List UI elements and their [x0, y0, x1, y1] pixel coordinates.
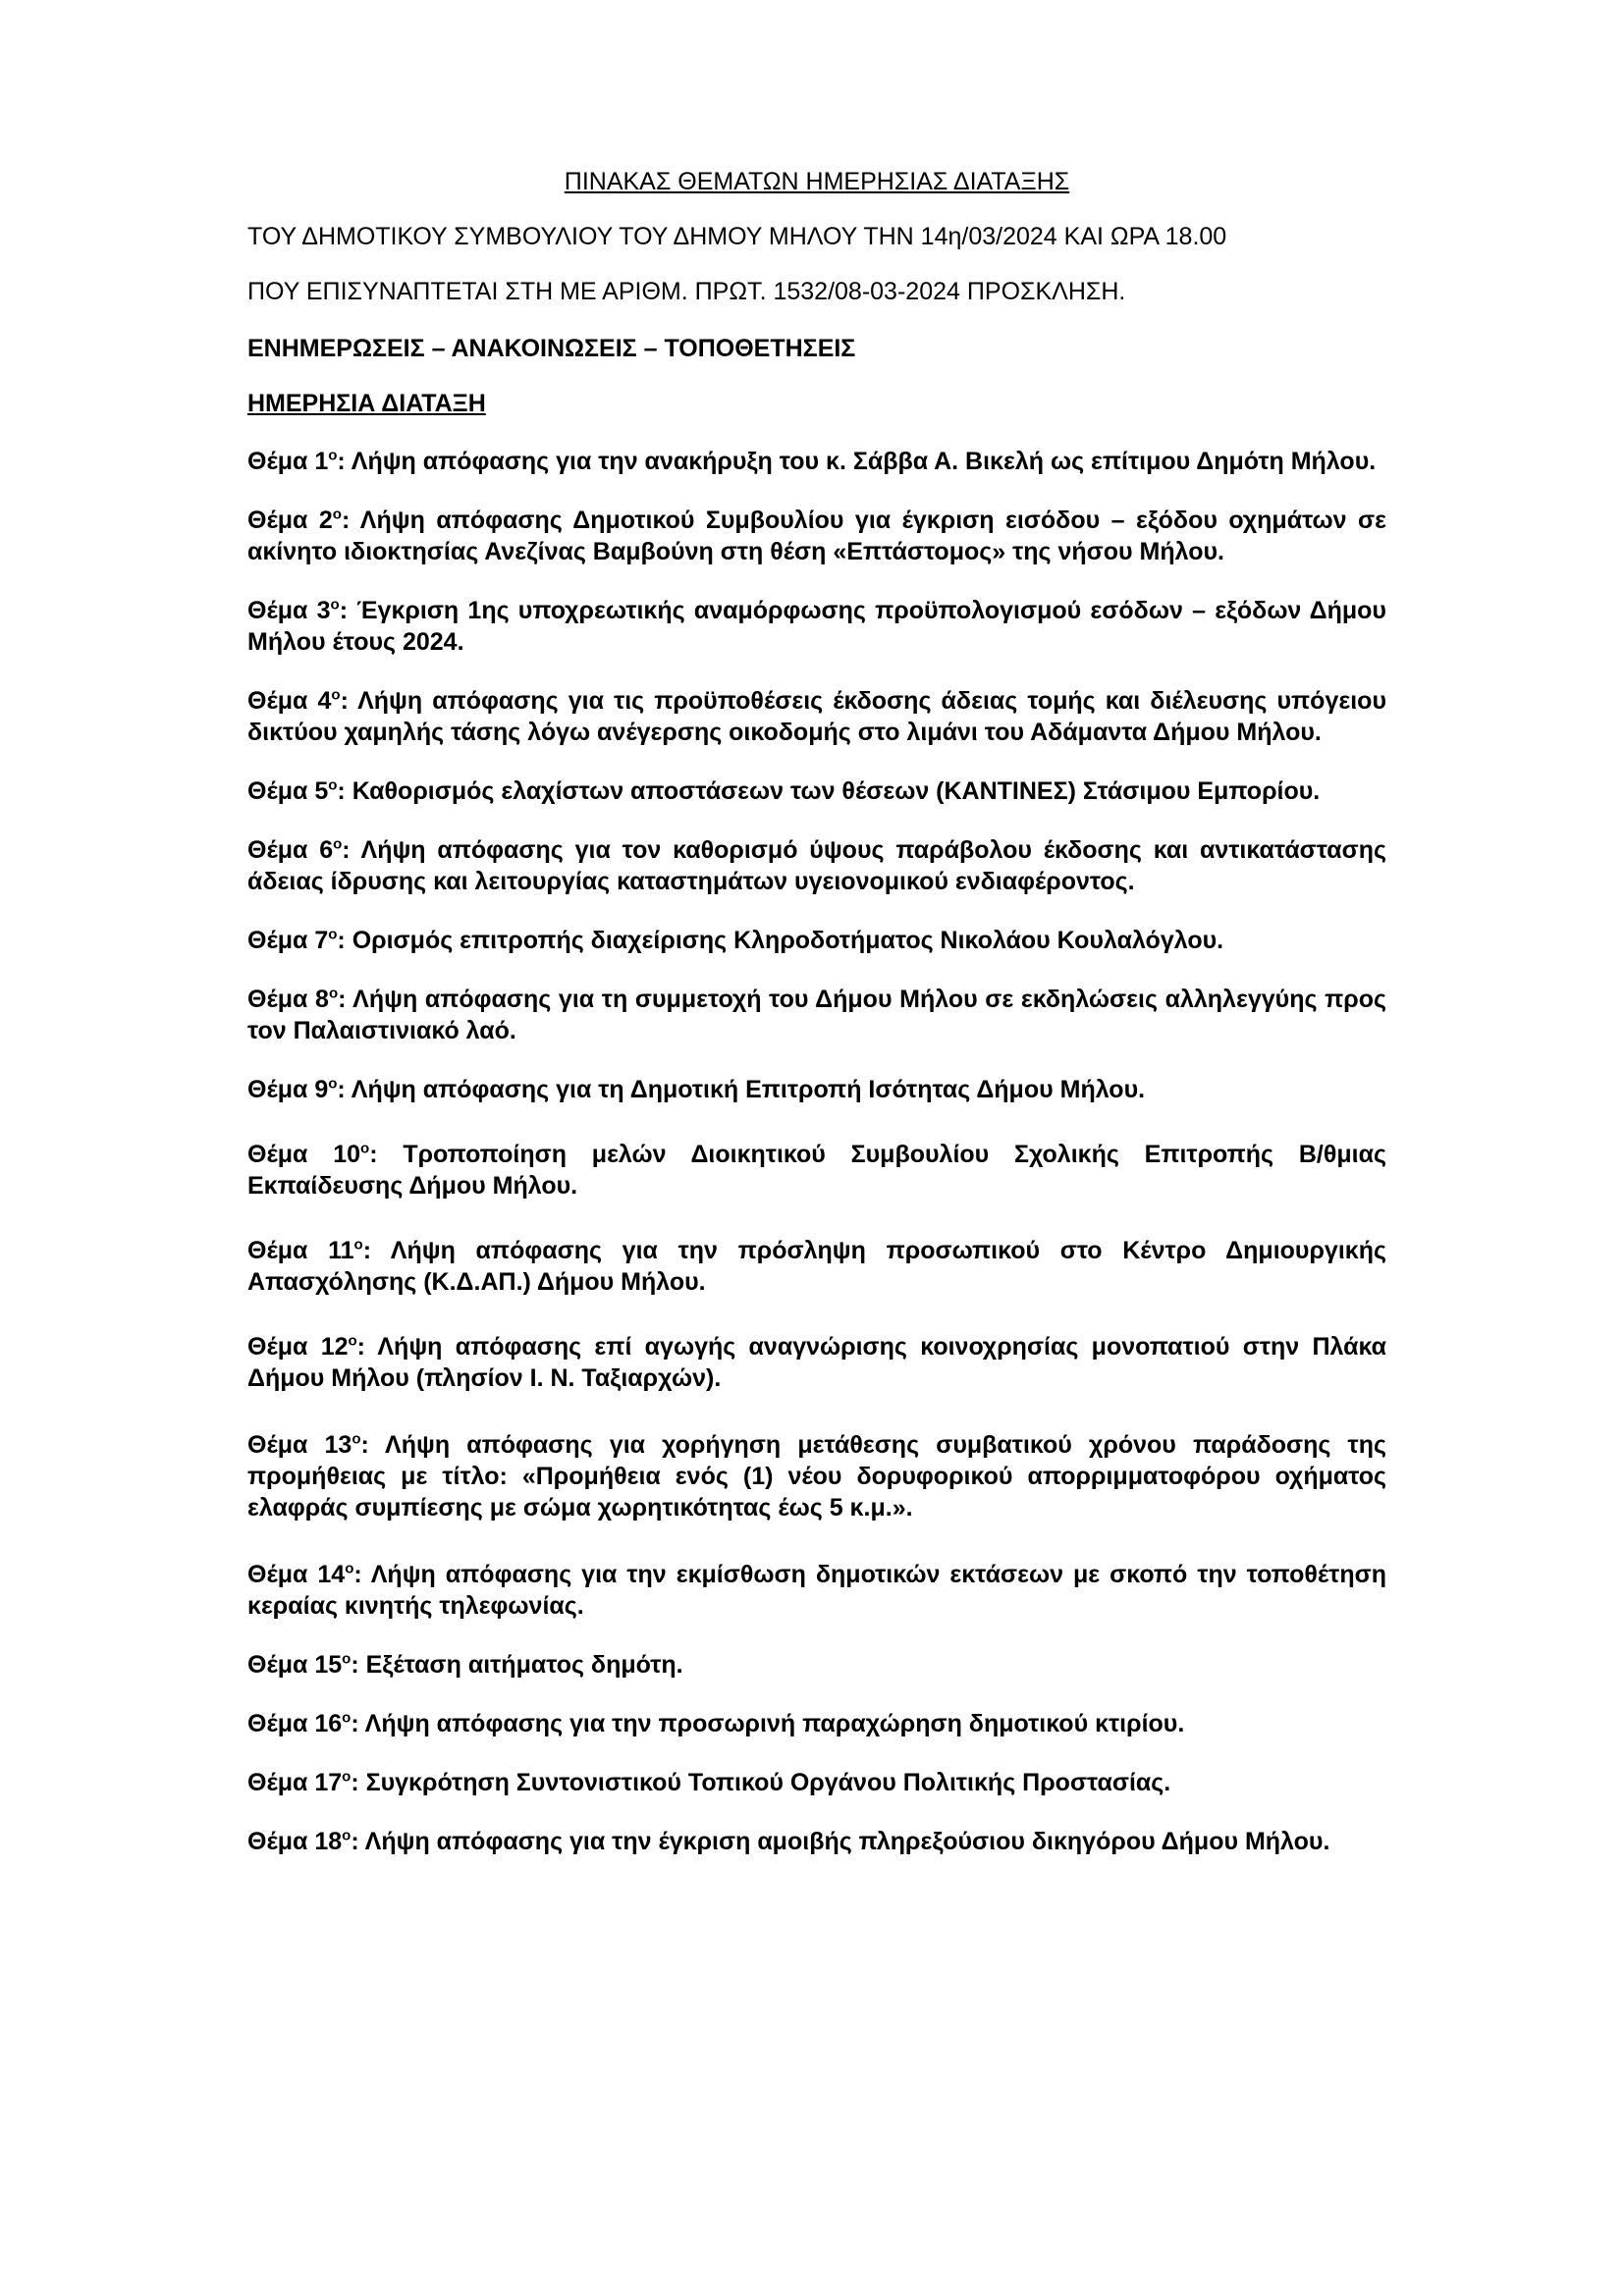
topic-text: : Λήψη απόφασης Δημοτικού Συμβουλίου για έγκριση εισόδου – εξόδου οχημάτων σε ακίνητο ιδιοκτησίας Ανεζίνας Βαμβούνη στη θέση «Επτάστομος» της νήσου Μήλου.	[247, 507, 1386, 565]
topic-text: : Έγκριση 1ης υποχρεωτικής αναμόρφωσης προϋπολογισμού εσόδων – εξόδων Δήμου Μήλου έτους 2024.	[247, 597, 1386, 656]
topic-ordinal-suffix: ο	[328, 776, 338, 794]
topic-text: : Λήψη απόφασης για την πρόσληψη προσωπικού στο Κέντρο Δημιουργικής Απασχόλησης (Κ.Δ.ΑΠ.) Δήμου Μήλου.	[247, 1237, 1386, 1296]
topic-text: : Λήψη απόφασης για την έγκριση αμοιβής πληρεξούσιου δικηγόρου Δήμου Μήλου.	[351, 1828, 1330, 1855]
topic-number: Θέμα 17	[247, 1769, 343, 1796]
topic-ordinal-suffix: ο	[328, 1075, 338, 1093]
topic-text: : Τροποποίηση μελών Διοικητικού Συμβουλίου Σχολικής Επιτροπής Β/θμιας Εκπαίδευσης Δήμου Μήλου.	[247, 1141, 1386, 1200]
topic-ordinal-suffix: ο	[332, 506, 342, 523]
document-title: ΠΙΝΑΚΑΣ ΘΕΜΑΤΩΝ ΗΜΕΡΗΣΙΑΣ ΔΙΑΤΑΞΗΣ	[564, 168, 1070, 195]
topic-ordinal-suffix: ο	[342, 1709, 352, 1727]
topic-ordinal-suffix: ο	[333, 835, 343, 853]
agenda-topic	[247, 775, 1386, 807]
topic-text: : Ορισμός επιτροπής διαχείρισης Κληροδοτήματος Νικολάου Κουλαλόγλου.	[337, 927, 1224, 954]
intro-line-meeting: ΤΟΥ ΔΗΜΟΤΙΚΟΥ ΣΥΜΒΟΥΛΙΟΥ ΤΟΥ ΔΗΜΟΥ ΜΗΛΟΥ ΤΗΝ 14η/03/2024 ΚΑΙ ΩΡΑ 18.00	[247, 223, 1227, 250]
agenda-heading: ΗΜΕΡΗΣΙΑ ΔΙΑΤΑΞΗ	[247, 390, 486, 417]
topic-text: : Λήψη απόφασης για τη Δημοτική Επιτροπή Ισότητας Δήμου Μήλου.	[337, 1076, 1146, 1103]
topic-number: Θέμα 8	[247, 986, 329, 1013]
announcements-heading: ΕΝΗΜΕΡΩΣΕΙΣ – ΑΝΑΚΟΙΝΩΣΕΙΣ – ΤΟΠΟΘΕΤΗΣΕΙΣ	[247, 335, 856, 362]
topic-number: Θέμα 9	[247, 1076, 329, 1103]
topic-ordinal-suffix: ο	[330, 596, 340, 614]
agenda-topic	[247, 1429, 1386, 1523]
topic-text: : Συγκρότηση Συντονιστικού Τοπικού Οργάνου Πολιτικής Προστασίας.	[351, 1769, 1171, 1796]
agenda-topic	[247, 1235, 1386, 1298]
agenda-topic	[247, 1139, 1386, 1201]
topic-text: : Λήψη απόφασης για τη συμμετοχή του Δήμου Μήλου σε εκδηλώσεις αλληλεγγύης προς τον Παλαιστινιακό λαό.	[247, 986, 1386, 1044]
topic-number: Θέμα 4	[247, 687, 332, 715]
topic-number: Θέμα 5	[247, 777, 329, 805]
agenda-topic	[247, 505, 1386, 567]
topic-text: : Εξέταση αιτήματος δημότη.	[351, 1651, 683, 1679]
topic-text: : Καθορισμός ελαχίστων αποστάσεων των θέσεων (ΚΑΝΤΙΝΕΣ) Στάσιμου Εμπορίου.	[337, 777, 1321, 805]
topic-ordinal-suffix: ο	[352, 1430, 361, 1448]
topic-ordinal-suffix: ο	[342, 1827, 352, 1844]
document-page	[247, 167, 1386, 1857]
agenda-topic	[247, 1331, 1386, 1394]
agenda-topic	[247, 1826, 1386, 1857]
agenda-topic	[247, 834, 1386, 897]
topic-number: Θέμα 3	[247, 597, 331, 624]
topic-ordinal-suffix: ο	[342, 1650, 352, 1668]
topic-ordinal-suffix: ο	[353, 1236, 363, 1254]
topic-number: Θέμα 16	[247, 1710, 343, 1737]
topic-number: Θέμα 15	[247, 1651, 343, 1679]
topic-number: Θέμα 11	[247, 1237, 354, 1264]
agenda-topic	[247, 1767, 1386, 1798]
topic-text: : Λήψη απόφασης επί αγωγής αναγνώρισης κοινοχρησίας μονοπατιού στην Πλάκα Δήμου Μήλου (πλησίον Ι. Ν. Ταξιαρχών).	[247, 1333, 1386, 1392]
agenda-topic	[247, 1074, 1386, 1105]
intro-line-invitation: ΠΟΥ ΕΠΙΣΥΝΑΠΤΕΤΑΙ ΣΤΗ ΜΕ ΑΡΙΘΜ. ΠΡΩΤ. 1532/08-03-2024 ΠΡΟΣΚΛΗΣΗ.	[247, 278, 1126, 305]
topic-text: : Λήψη απόφασης για την εκμίσθωση δημοτικών εκτάσεων με σκοπό την τοποθέτηση κεραίας κινητής τηλεφωνίας.	[247, 1561, 1386, 1620]
agenda-topic	[247, 925, 1386, 956]
topic-number: Θέμα 1	[247, 448, 329, 475]
agenda-topic	[247, 1708, 1386, 1739]
topic-number: Θέμα 14	[247, 1561, 346, 1588]
agenda-topic	[247, 446, 1386, 477]
topic-text: : Λήψη απόφασης για τις προϋποθέσεις έκδοσης άδειας τομής και διέλευσης υπόγειου δικτύου χαμηλής τάσης λόγω ανέγερσης οικοδομής στο λιμάνι του Αδάμαντα Δήμου Μήλου.	[247, 687, 1386, 746]
topic-number: Θέμα 7	[247, 927, 329, 954]
agenda-topic	[247, 685, 1386, 748]
topic-number: Θέμα 18	[247, 1828, 343, 1855]
topic-text: : Λήψη απόφασης για χορήγηση μετάθεσης συμβατικού χρόνου παράδοσης της προμήθειας με τίτλο: «Προμήθεια ενός (1) νέου δορυφορικού απορριμματοφόρου οχήματος ελαφράς συμπίεσης με σώμα χωρητικότητας έως 5 κ.μ.».	[247, 1431, 1386, 1522]
agenda-topic	[247, 595, 1386, 658]
topic-ordinal-suffix: ο	[331, 686, 341, 704]
topic-ordinal-suffix: ο	[328, 926, 338, 943]
topic-number: Θέμα 2	[247, 507, 333, 534]
topic-number: Θέμα 6	[247, 836, 334, 864]
topic-number: Θέμα 12	[247, 1333, 349, 1361]
agenda-topic	[247, 1649, 1386, 1681]
topic-number: Θέμα 13	[247, 1431, 352, 1459]
topic-ordinal-suffix: ο	[360, 1140, 370, 1157]
topic-number: Θέμα 10	[247, 1141, 361, 1168]
agenda-topics-list	[247, 446, 1386, 1857]
topic-ordinal-suffix: ο	[328, 447, 338, 464]
topic-ordinal-suffix: ο	[345, 1560, 354, 1577]
agenda-topic	[247, 984, 1386, 1046]
topic-text: : Λήψη απόφασης για την προσωρινή παραχώρηση δημοτικού κτιρίου.	[351, 1710, 1185, 1737]
topic-ordinal-suffix: ο	[328, 985, 339, 1002]
topic-text: : Λήψη απόφασης για τον καθορισμό ύψους παράβολου έκδοσης και αντικατάστασης άδειας ίδρυσης και λειτουργίας καταστημάτων υγειονομικού ενδιαφέροντος.	[247, 836, 1386, 895]
topic-ordinal-suffix: ο	[342, 1768, 352, 1786]
topic-text: : Λήψη απόφασης για την ανακήρυξη του κ. Σάββα Α. Βικελή ως επίτιμου Δημότη Μήλου.	[337, 448, 1377, 475]
topic-ordinal-suffix: ο	[348, 1332, 357, 1350]
agenda-topic	[247, 1559, 1386, 1622]
